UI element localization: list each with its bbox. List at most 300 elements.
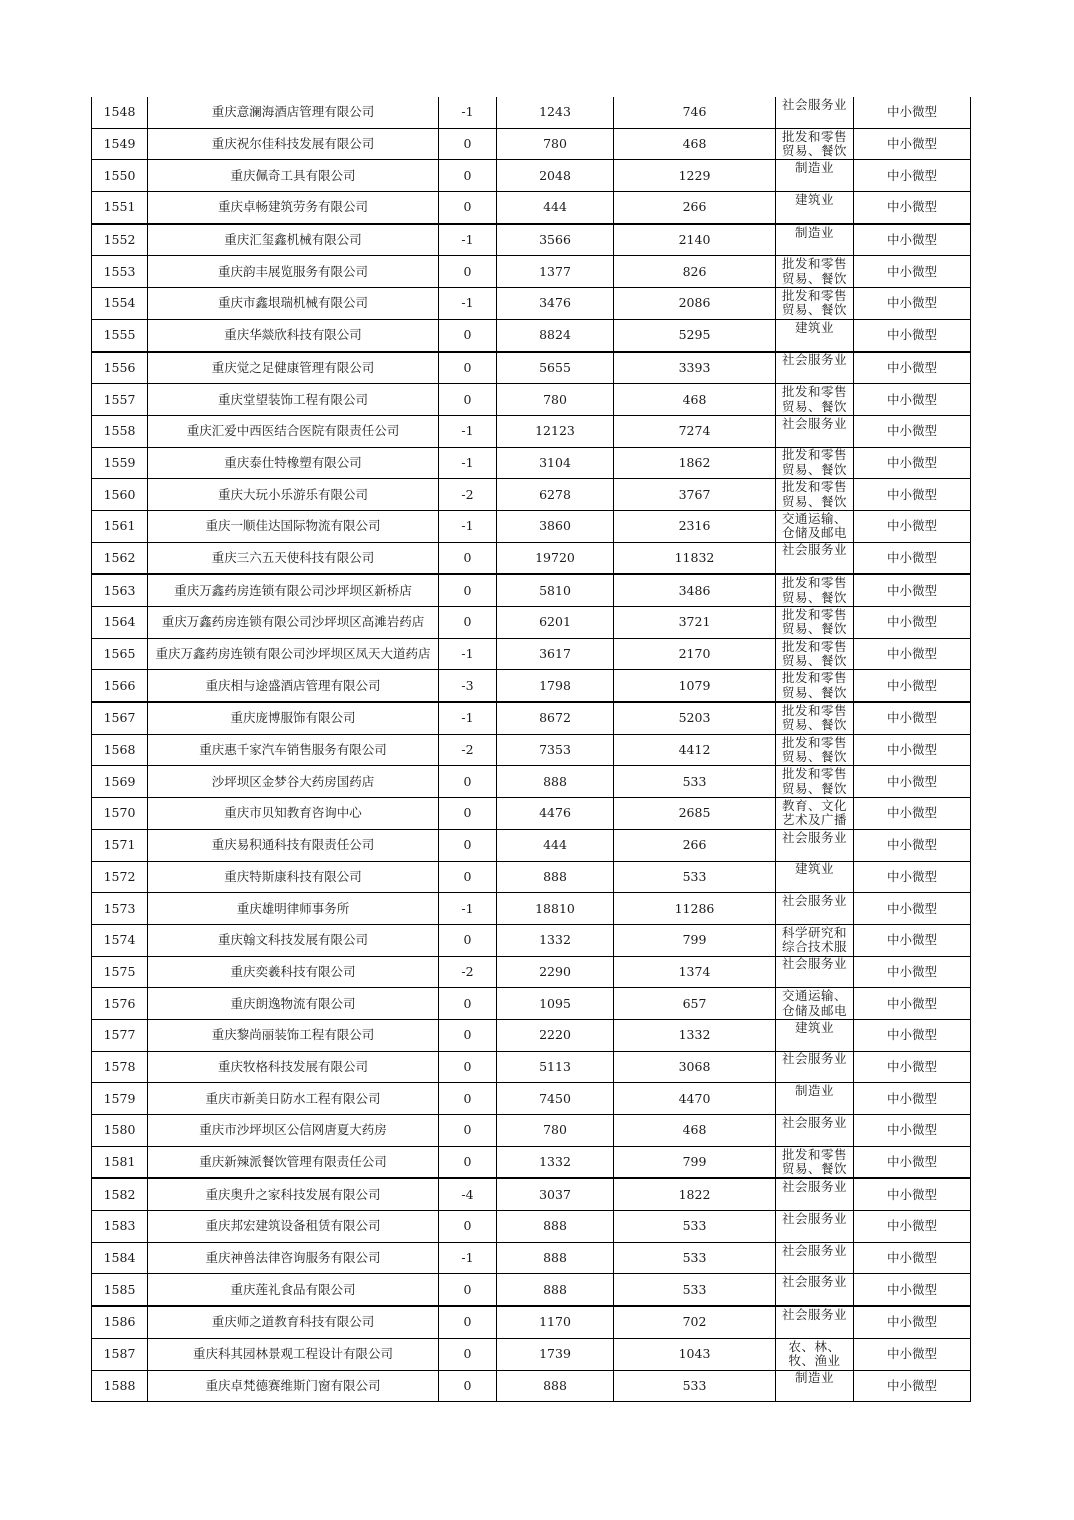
amount-a: 888 (497, 1242, 614, 1274)
amount-a: 7353 (497, 734, 614, 766)
table-row (92, 1338, 971, 1370)
amount-a: 780 (497, 128, 614, 160)
change-value: -1 (439, 288, 497, 320)
change-value: -1 (439, 702, 497, 734)
company-name: 重庆牧格科技发展有限公司 (148, 1051, 439, 1083)
enterprise-scale: 中小微型 (854, 574, 971, 606)
amount-a: 5810 (497, 574, 614, 606)
company-name: 重庆神兽法律咨询服务有限公司 (148, 1242, 439, 1274)
amount-b: 2316 (614, 510, 776, 542)
table-row (92, 766, 971, 798)
company-name: 重庆意澜海酒店管理有限公司 (148, 97, 439, 128)
industry-type-text: 社会服务业 (781, 1307, 847, 1322)
table-row (92, 1051, 971, 1083)
company-name: 重庆市新美日防水工程有限公司 (148, 1083, 439, 1115)
company-name: 重庆大玩小乐游乐有限公司 (148, 479, 439, 511)
enterprise-scale: 中小微型 (854, 97, 971, 128)
industry-type (776, 829, 854, 861)
amount-b: 7274 (614, 415, 776, 447)
data-table (91, 97, 971, 1402)
industry-type (776, 1274, 854, 1306)
industry-type-text: 科学研究和综合技术服 (781, 925, 847, 955)
industry-type-text: 社会服务业 (781, 97, 847, 112)
enterprise-scale: 中小微型 (854, 415, 971, 447)
enterprise-scale: 中小微型 (854, 319, 971, 351)
table-row (92, 256, 971, 288)
amount-b: 2140 (614, 224, 776, 256)
amount-a: 2290 (497, 956, 614, 988)
company-name: 重庆卓梵德赛维斯门窗有限公司 (148, 1370, 439, 1402)
amount-b: 826 (614, 256, 776, 288)
enterprise-scale: 中小微型 (854, 766, 971, 798)
amount-b: 5203 (614, 702, 776, 734)
row-number: 1560 (92, 479, 148, 511)
industry-type (776, 670, 854, 702)
company-name: 重庆汇爱中西医结合医院有限责任公司 (148, 415, 439, 447)
amount-a: 1332 (497, 924, 614, 956)
amount-a: 8672 (497, 702, 614, 734)
company-name: 重庆惠千家汽车销售服务有限公司 (148, 734, 439, 766)
table-row (92, 1211, 971, 1243)
row-number: 1578 (92, 1051, 148, 1083)
industry-type-text: 批发和零售贸易、餐饮 (781, 385, 847, 414)
industry-type (776, 861, 854, 893)
table-row (92, 510, 971, 542)
amount-b: 533 (614, 766, 776, 798)
row-number: 1553 (92, 256, 148, 288)
amount-b: 5295 (614, 319, 776, 351)
amount-b: 3068 (614, 1051, 776, 1083)
table-row (92, 192, 971, 224)
company-name: 重庆朗逸物流有限公司 (148, 988, 439, 1020)
amount-b: 1374 (614, 956, 776, 988)
amount-b: 533 (614, 1242, 776, 1274)
change-value: 0 (439, 1338, 497, 1370)
enterprise-scale: 中小微型 (854, 1306, 971, 1338)
table-body (92, 97, 971, 1402)
row-number: 1557 (92, 384, 148, 416)
amount-a: 4476 (497, 798, 614, 830)
industry-type (776, 1242, 854, 1274)
row-number: 1588 (92, 1370, 148, 1402)
amount-b: 2170 (614, 638, 776, 670)
industry-type (776, 734, 854, 766)
change-value: 0 (439, 1211, 497, 1243)
amount-b: 4470 (614, 1083, 776, 1115)
company-name: 重庆特斯康科技有限公司 (148, 861, 439, 893)
company-name: 重庆翰文科技发展有限公司 (148, 924, 439, 956)
industry-type-text: 交通运输、仓储及邮电 (781, 989, 847, 1018)
change-value: 0 (439, 607, 497, 639)
industry-type-text: 批发和零售贸易、餐饮 (781, 607, 847, 637)
table-row (92, 97, 971, 128)
table-row (92, 1146, 971, 1178)
industry-type-text: 建筑业 (794, 192, 834, 207)
industry-type-text: 教育、文化艺术及广播 (781, 798, 847, 828)
row-number: 1563 (92, 574, 148, 606)
industry-type-text: 批发和零售贸易、餐饮 (781, 767, 847, 796)
change-value: 0 (439, 1146, 497, 1178)
table-row (92, 224, 971, 256)
amount-a: 780 (497, 1115, 614, 1147)
company-name: 重庆卓畅建筑劳务有限公司 (148, 192, 439, 224)
table-row (92, 128, 971, 160)
industry-type (776, 956, 854, 988)
industry-type-text: 批发和零售贸易、餐饮 (781, 671, 847, 700)
row-number: 1575 (92, 956, 148, 988)
enterprise-scale: 中小微型 (854, 893, 971, 925)
row-number: 1562 (92, 542, 148, 574)
amount-a: 1332 (497, 1146, 614, 1178)
amount-b: 1822 (614, 1178, 776, 1210)
industry-type-text: 制造业 (794, 225, 834, 240)
industry-type-text: 社会服务业 (781, 1115, 847, 1130)
amount-b: 3721 (614, 607, 776, 639)
change-value: -4 (439, 1178, 497, 1210)
enterprise-scale: 中小微型 (854, 861, 971, 893)
company-name: 重庆易积通科技有限责任公司 (148, 829, 439, 861)
company-name: 重庆庞博服饰有限公司 (148, 702, 439, 734)
amount-b: 11286 (614, 893, 776, 925)
industry-type (776, 1306, 854, 1338)
change-value: -1 (439, 1242, 497, 1274)
company-name: 重庆韵丰展览服务有限公司 (148, 256, 439, 288)
amount-a: 3037 (497, 1178, 614, 1210)
industry-type (776, 160, 854, 192)
industry-type (776, 479, 854, 511)
table-row (92, 542, 971, 574)
amount-a: 444 (497, 829, 614, 861)
row-number: 1586 (92, 1306, 148, 1338)
change-value: -1 (439, 97, 497, 128)
change-value: 0 (439, 192, 497, 224)
amount-b: 2086 (614, 288, 776, 320)
row-number: 1574 (92, 924, 148, 956)
industry-type (776, 288, 854, 320)
company-name: 重庆黎尚丽装饰工程有限公司 (148, 1019, 439, 1051)
change-value: 0 (439, 1306, 497, 1338)
industry-type-text: 批发和零售贸易、餐饮 (781, 735, 847, 765)
enterprise-scale: 中小微型 (854, 1083, 971, 1115)
amount-a: 780 (497, 384, 614, 416)
table-row (92, 1306, 971, 1338)
row-number: 1576 (92, 988, 148, 1020)
amount-b: 468 (614, 384, 776, 416)
table-row (92, 734, 971, 766)
enterprise-scale: 中小微型 (854, 256, 971, 288)
row-number: 1559 (92, 447, 148, 479)
industry-type-text: 批发和零售贸易、餐饮 (781, 129, 847, 159)
row-number: 1555 (92, 319, 148, 351)
industry-type-text: 批发和零售贸易、餐饮 (781, 480, 847, 509)
industry-type-text: 社会服务业 (781, 1052, 847, 1067)
change-value: 0 (439, 1115, 497, 1147)
table-row (92, 1115, 971, 1147)
industry-type (776, 447, 854, 479)
enterprise-scale: 中小微型 (854, 1211, 971, 1243)
company-name: 重庆奕羲科技有限公司 (148, 956, 439, 988)
industry-type-text: 制造业 (794, 1084, 834, 1099)
amount-a: 3566 (497, 224, 614, 256)
table-row (92, 1242, 971, 1274)
table-row (92, 319, 971, 351)
amount-b: 1043 (614, 1338, 776, 1370)
industry-type-text: 建筑业 (794, 320, 834, 335)
change-value: 0 (439, 256, 497, 288)
amount-a: 888 (497, 766, 614, 798)
change-value: -1 (439, 638, 497, 670)
change-value: 0 (439, 1083, 497, 1115)
industry-type (776, 1019, 854, 1051)
company-name: 重庆万鑫药房连锁有限公司沙坪坝区凤天大道药店 (148, 638, 439, 670)
enterprise-scale: 中小微型 (854, 1274, 971, 1306)
amount-a: 6201 (497, 607, 614, 639)
amount-b: 2685 (614, 798, 776, 830)
enterprise-scale: 中小微型 (854, 542, 971, 574)
industry-type (776, 607, 854, 639)
enterprise-scale: 中小微型 (854, 702, 971, 734)
company-name: 重庆堂望装饰工程有限公司 (148, 384, 439, 416)
enterprise-scale: 中小微型 (854, 829, 971, 861)
amount-b: 11832 (614, 542, 776, 574)
table-row (92, 1019, 971, 1051)
table-row (92, 670, 971, 702)
industry-type-text: 批发和零售贸易、餐饮 (781, 257, 847, 286)
industry-type (776, 510, 854, 542)
change-value: 0 (439, 1019, 497, 1051)
amount-a: 3476 (497, 288, 614, 320)
row-number: 1587 (92, 1338, 148, 1370)
amount-b: 533 (614, 861, 776, 893)
change-value: -1 (439, 224, 497, 256)
amount-b: 1229 (614, 160, 776, 192)
change-value: 0 (439, 924, 497, 956)
enterprise-scale: 中小微型 (854, 510, 971, 542)
change-value: 0 (439, 1370, 497, 1402)
enterprise-scale: 中小微型 (854, 479, 971, 511)
change-value: 0 (439, 160, 497, 192)
enterprise-scale: 中小微型 (854, 956, 971, 988)
industry-type (776, 1178, 854, 1210)
change-value: 0 (439, 319, 497, 351)
enterprise-scale: 中小微型 (854, 670, 971, 702)
amount-a: 1739 (497, 1338, 614, 1370)
enterprise-scale: 中小微型 (854, 1019, 971, 1051)
row-number: 1566 (92, 670, 148, 702)
amount-a: 18810 (497, 893, 614, 925)
table-row (92, 798, 971, 830)
row-number: 1561 (92, 510, 148, 542)
change-value: 0 (439, 352, 497, 384)
enterprise-scale: 中小微型 (854, 128, 971, 160)
change-value: 0 (439, 766, 497, 798)
row-number: 1568 (92, 734, 148, 766)
company-name: 重庆相与途盛酒店管理有限公司 (148, 670, 439, 702)
industry-type-text: 批发和零售贸易、餐饮 (781, 703, 847, 733)
row-number: 1567 (92, 702, 148, 734)
amount-a: 7450 (497, 1083, 614, 1115)
industry-type-text: 建筑业 (794, 862, 834, 877)
industry-type (776, 319, 854, 351)
amount-b: 799 (614, 1146, 776, 1178)
enterprise-scale: 中小微型 (854, 1051, 971, 1083)
row-number: 1551 (92, 192, 148, 224)
company-name: 重庆万鑫药房连锁有限公司沙坪坝区新桥店 (148, 574, 439, 606)
industry-type-text: 社会服务业 (781, 353, 847, 368)
change-value: 0 (439, 988, 497, 1020)
company-name: 重庆觉之足健康管理有限公司 (148, 352, 439, 384)
company-name: 重庆市沙坪坝区公信网唐夏大药房 (148, 1115, 439, 1147)
industry-type (776, 1146, 854, 1178)
enterprise-scale: 中小微型 (854, 607, 971, 639)
industry-type (776, 1115, 854, 1147)
row-number: 1558 (92, 415, 148, 447)
industry-type (776, 1083, 854, 1115)
enterprise-scale: 中小微型 (854, 160, 971, 192)
industry-type-text: 批发和零售贸易、餐饮 (781, 576, 847, 605)
row-number: 1552 (92, 224, 148, 256)
industry-type-text: 制造业 (794, 1371, 834, 1386)
industry-type-text: 社会服务业 (781, 894, 847, 909)
row-number: 1556 (92, 352, 148, 384)
industry-type-text: 社会服务业 (781, 830, 847, 845)
company-name: 重庆市鑫垠瑞机械有限公司 (148, 288, 439, 320)
row-number: 1549 (92, 128, 148, 160)
company-name: 重庆万鑫药房连锁有限公司沙坪坝区高滩岩药店 (148, 607, 439, 639)
table-row (92, 829, 971, 861)
change-value: 0 (439, 542, 497, 574)
amount-a: 3617 (497, 638, 614, 670)
row-number: 1581 (92, 1146, 148, 1178)
amount-b: 468 (614, 1115, 776, 1147)
enterprise-scale: 中小微型 (854, 1370, 971, 1402)
change-value: 0 (439, 861, 497, 893)
change-value: -1 (439, 510, 497, 542)
row-number: 1583 (92, 1211, 148, 1243)
amount-a: 5655 (497, 352, 614, 384)
industry-type (776, 224, 854, 256)
industry-type (776, 1211, 854, 1243)
amount-b: 533 (614, 1274, 776, 1306)
amount-b: 746 (614, 97, 776, 128)
enterprise-scale: 中小微型 (854, 1115, 971, 1147)
table-row (92, 352, 971, 384)
industry-type (776, 352, 854, 384)
table-row (92, 702, 971, 734)
amount-a: 5113 (497, 1051, 614, 1083)
table-row (92, 1083, 971, 1115)
table-row (92, 607, 971, 639)
enterprise-scale: 中小微型 (854, 988, 971, 1020)
change-value: -2 (439, 734, 497, 766)
table-row (92, 479, 971, 511)
table-row (92, 288, 971, 320)
industry-type-text: 社会服务业 (781, 543, 847, 558)
industry-type (776, 766, 854, 798)
row-number: 1571 (92, 829, 148, 861)
change-value: 0 (439, 574, 497, 606)
company-name: 重庆祝尔佳科技发展有限公司 (148, 128, 439, 160)
enterprise-scale: 中小微型 (854, 798, 971, 830)
change-value: -1 (439, 447, 497, 479)
company-name: 重庆科其园林景观工程设计有限公司 (148, 1338, 439, 1370)
amount-a: 1798 (497, 670, 614, 702)
industry-type (776, 1370, 854, 1402)
row-number: 1570 (92, 798, 148, 830)
row-number: 1579 (92, 1083, 148, 1115)
amount-b: 3486 (614, 574, 776, 606)
enterprise-scale: 中小微型 (854, 224, 971, 256)
amount-b: 266 (614, 192, 776, 224)
enterprise-scale: 中小微型 (854, 1178, 971, 1210)
row-number: 1585 (92, 1274, 148, 1306)
industry-type (776, 924, 854, 956)
amount-b: 702 (614, 1306, 776, 1338)
amount-b: 1079 (614, 670, 776, 702)
industry-type (776, 798, 854, 830)
industry-type (776, 893, 854, 925)
change-value: 0 (439, 128, 497, 160)
industry-type-text: 社会服务业 (781, 1243, 847, 1258)
row-number: 1565 (92, 638, 148, 670)
table-row (92, 924, 971, 956)
enterprise-scale: 中小微型 (854, 192, 971, 224)
amount-a: 888 (497, 861, 614, 893)
change-value: -1 (439, 893, 497, 925)
change-value: -1 (439, 415, 497, 447)
amount-a: 6278 (497, 479, 614, 511)
table-row (92, 160, 971, 192)
enterprise-scale: 中小微型 (854, 734, 971, 766)
change-value: -2 (439, 956, 497, 988)
company-name: 重庆市贝知教育咨询中心 (148, 798, 439, 830)
company-name: 重庆师之道教育科技有限公司 (148, 1306, 439, 1338)
amount-b: 799 (614, 924, 776, 956)
company-name: 沙坪坝区金梦谷大药房国药店 (148, 766, 439, 798)
company-name: 重庆邦宏建筑设备租赁有限公司 (148, 1211, 439, 1243)
company-name: 重庆泰仕特橡塑有限公司 (148, 447, 439, 479)
change-value: 0 (439, 384, 497, 416)
industry-type (776, 415, 854, 447)
amount-a: 2220 (497, 1019, 614, 1051)
change-value: 0 (439, 1274, 497, 1306)
change-value: -2 (439, 479, 497, 511)
industry-type-text: 社会服务业 (781, 1180, 847, 1195)
enterprise-scale: 中小微型 (854, 352, 971, 384)
amount-a: 1095 (497, 988, 614, 1020)
amount-b: 4412 (614, 734, 776, 766)
industry-type (776, 638, 854, 670)
amount-a: 19720 (497, 542, 614, 574)
amount-a: 1170 (497, 1306, 614, 1338)
industry-type-text: 制造业 (794, 161, 834, 176)
company-name: 重庆一顺佳达国际物流有限公司 (148, 510, 439, 542)
table-row (92, 574, 971, 606)
company-name: 重庆三六五天使科技有限公司 (148, 542, 439, 574)
amount-a: 12123 (497, 415, 614, 447)
amount-b: 266 (614, 829, 776, 861)
row-number: 1580 (92, 1115, 148, 1147)
enterprise-scale: 中小微型 (854, 288, 971, 320)
industry-type-text: 社会服务业 (781, 1211, 847, 1226)
amount-b: 3767 (614, 479, 776, 511)
row-number: 1584 (92, 1242, 148, 1274)
industry-type (776, 988, 854, 1020)
row-number: 1572 (92, 861, 148, 893)
amount-b: 3393 (614, 352, 776, 384)
amount-b: 533 (614, 1370, 776, 1402)
change-value: -3 (439, 670, 497, 702)
